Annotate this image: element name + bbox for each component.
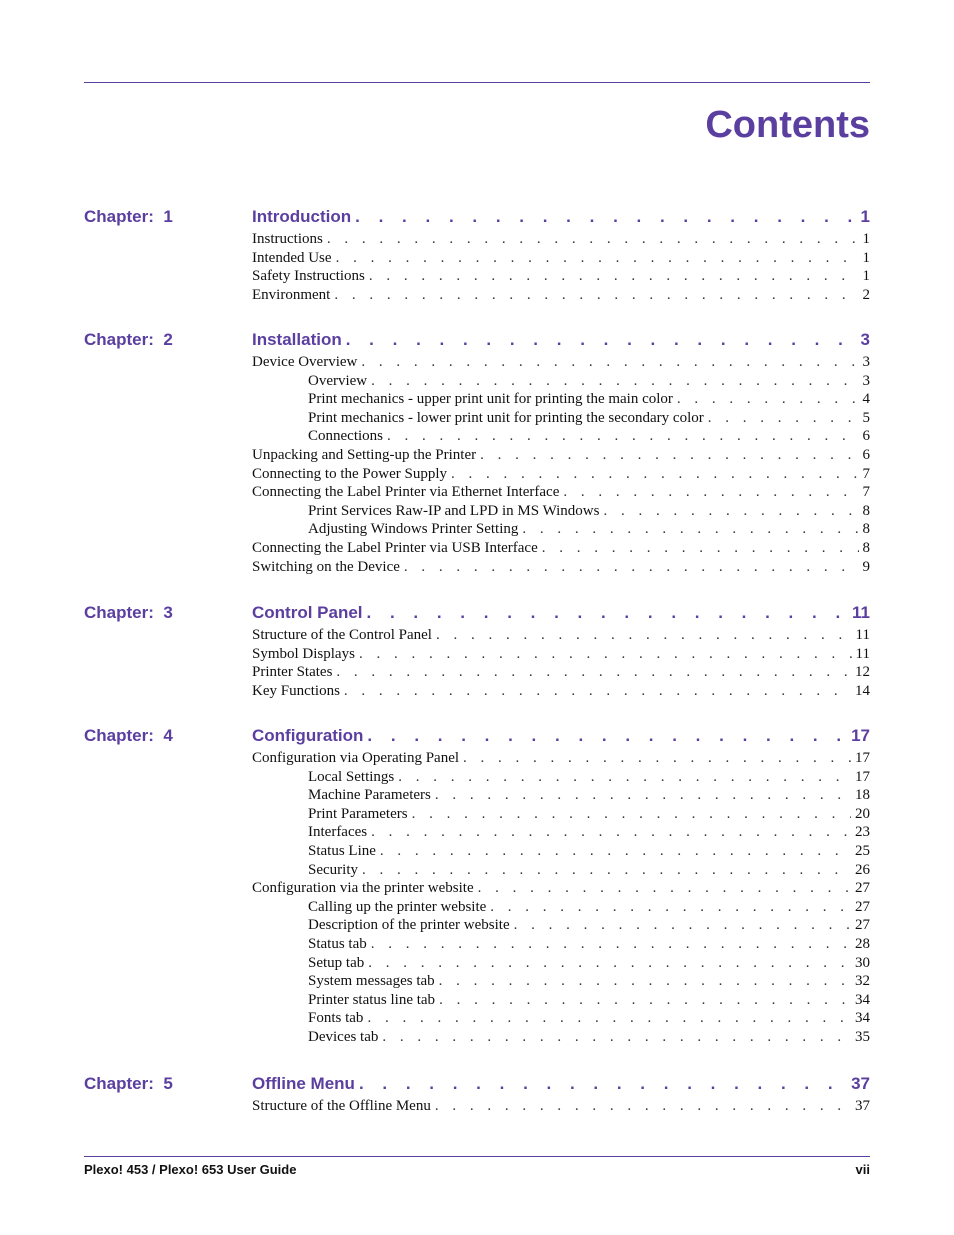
dot-leader — [368, 954, 851, 973]
entry-page-number: 9 — [862, 558, 870, 575]
chapter-label: Chapter: 2 — [84, 330, 173, 349]
chapter-page-number: 1 — [860, 207, 870, 226]
entry-page-number: 26 — [855, 861, 870, 878]
entry-page-number: 17 — [855, 768, 870, 785]
entry-page-number: 34 — [855, 1010, 870, 1027]
entry-title: Status tab — [308, 935, 367, 952]
entry-title: Overview — [308, 372, 368, 389]
entry-page-number: 18 — [855, 787, 870, 804]
entry-title: Adjusting Windows Printer Setting — [308, 521, 519, 538]
dot-leader — [380, 842, 851, 861]
entry-title: Connections — [308, 428, 383, 445]
toc-subsection-link[interactable] — [252, 409, 870, 428]
chapter-entries — [252, 1073, 870, 1116]
dot-leader — [327, 230, 859, 249]
toc-subsection-link[interactable] — [252, 427, 870, 446]
toc-subsection-link[interactable] — [252, 786, 870, 805]
toc-subsection-link[interactable] — [252, 842, 870, 861]
entry-title: Environment — [252, 286, 331, 303]
dot-leader — [359, 1073, 847, 1095]
toc-section-link[interactable] — [252, 682, 870, 701]
toc-section-link[interactable] — [252, 626, 870, 645]
entry-title: Calling up the printer website — [308, 898, 487, 915]
entry-title: Configuration via the printer website — [252, 880, 474, 897]
chapter-entries — [252, 602, 870, 700]
dot-leader — [371, 823, 851, 842]
entry-title: Print mechanics - lower print unit for printing the secondary color — [308, 409, 704, 426]
dot-leader — [514, 916, 851, 935]
entry-title: Configuration via Operating Panel — [252, 750, 460, 766]
entry-title: Structure of the Offline Menu — [252, 1098, 431, 1114]
entry-title: Structure of the Control Panel — [252, 627, 432, 643]
entry-title: Unpacking and Setting-up the Printer — [252, 446, 477, 463]
chapter-title: Installation — [252, 330, 342, 349]
dot-leader — [355, 206, 856, 228]
entry-title: Interfaces — [308, 824, 368, 841]
entry-title: Safety Instructions — [252, 268, 365, 285]
entry-page-number: 1 — [862, 268, 870, 285]
entry-page-number: 1 — [862, 231, 870, 247]
entry-page-number: 3 — [862, 354, 870, 370]
dot-leader — [371, 935, 851, 954]
entry-page-number: 23 — [855, 824, 870, 841]
top-rule — [84, 82, 870, 83]
dot-leader — [439, 991, 851, 1010]
entry-page-number: 37 — [855, 1098, 870, 1114]
chapter-page-number: 37 — [851, 1074, 870, 1093]
entry-title: Connecting to the Power Supply — [252, 465, 447, 482]
toc-section-link[interactable] — [252, 286, 870, 305]
entry-page-number: 28 — [855, 935, 870, 952]
entry-title: Symbol Displays — [252, 645, 355, 662]
toc-subsection-link[interactable] — [252, 861, 870, 880]
dot-leader — [490, 898, 851, 917]
entry-title: Local Settings — [308, 768, 395, 785]
dot-leader — [344, 682, 851, 701]
footer-page-number: vii — [855, 1162, 870, 1177]
toc-subsection-link[interactable] — [252, 935, 870, 954]
entry-page-number: 8 — [862, 521, 870, 538]
toc-subsection-link[interactable] — [252, 898, 870, 917]
entry-page-number: 1 — [862, 249, 870, 266]
entry-title: Security — [308, 861, 358, 878]
dot-leader — [522, 520, 858, 539]
entry-page-number: 34 — [855, 991, 870, 1008]
entry-page-number: 7 — [862, 465, 870, 482]
dot-leader — [480, 446, 858, 465]
chapter-page-number: 11 — [852, 603, 870, 622]
entry-title: Switching on the Device — [252, 558, 400, 575]
toc-section-link[interactable] — [252, 230, 870, 249]
entry-page-number: 32 — [855, 973, 870, 990]
entry-title: Instructions — [252, 231, 323, 247]
toc-subsection-link[interactable] — [252, 390, 870, 409]
page-title: Contents — [705, 104, 870, 146]
entry-title: Intended Use — [252, 249, 332, 266]
entry-title: Key Functions — [252, 682, 340, 699]
entry-page-number: 27 — [855, 880, 870, 897]
dot-leader — [334, 286, 858, 305]
dot-leader — [398, 768, 851, 787]
toc-section-link[interactable] — [252, 1097, 870, 1116]
toc-subsection-link[interactable] — [252, 991, 870, 1010]
entry-page-number: 4 — [862, 391, 870, 408]
dot-leader — [369, 267, 859, 286]
toc-subsection-link[interactable] — [252, 823, 870, 842]
entry-page-number: 6 — [862, 428, 870, 445]
entry-title: Fonts tab — [308, 1010, 364, 1027]
dot-leader — [435, 786, 851, 805]
toc-section-link[interactable] — [252, 483, 870, 502]
bottom-rule — [84, 1156, 870, 1157]
dot-leader — [439, 972, 851, 991]
toc-subsection-link[interactable] — [252, 502, 870, 521]
toc-section-link[interactable] — [252, 446, 870, 465]
chapter-title: Control Panel — [252, 603, 363, 622]
chapter-entries — [252, 206, 870, 304]
entry-title: Device Overview — [252, 354, 358, 370]
chapter-heading-link[interactable] — [252, 725, 870, 749]
toc-section-link[interactable] — [252, 465, 870, 484]
dot-leader — [346, 329, 857, 351]
entry-title: Print Parameters — [308, 805, 408, 822]
toc-subsection-link[interactable] — [252, 954, 870, 973]
entry-title: Devices tab — [308, 1028, 379, 1045]
toc-section-link[interactable] — [252, 558, 870, 577]
toc-subsection-link[interactable] — [252, 768, 870, 787]
dot-leader — [362, 861, 851, 880]
toc-subsection-link[interactable] — [252, 1028, 870, 1047]
entry-title: Print mechanics - upper print unit for printing the main color — [308, 391, 673, 408]
chapter-heading-link[interactable] — [252, 329, 870, 353]
entry-page-number: 17 — [855, 750, 870, 766]
chapter-label: Chapter: 1 — [84, 207, 173, 226]
entry-page-number: 27 — [855, 917, 870, 934]
toc-section-link[interactable] — [252, 645, 870, 664]
dot-leader — [478, 879, 851, 898]
toc-section-link[interactable] — [252, 749, 870, 768]
entry-page-number: 5 — [862, 409, 870, 426]
dot-leader — [463, 749, 851, 768]
dot-leader — [367, 1009, 851, 1028]
toc-subsection-link[interactable] — [252, 372, 870, 391]
toc-section-link[interactable] — [252, 353, 870, 372]
chapter-page-number: 17 — [851, 726, 870, 745]
chapter-page-number: 3 — [860, 330, 870, 349]
entry-title: Printer States — [252, 664, 333, 681]
entry-title: Connecting the Label Printer via Ethernet Interface — [252, 484, 560, 501]
dot-leader — [336, 663, 851, 682]
chapter-label: Chapter: 3 — [84, 603, 173, 622]
entry-title: Setup tab — [308, 954, 365, 971]
entry-page-number: 30 — [855, 954, 870, 971]
dot-leader — [451, 465, 859, 484]
entry-page-number: 25 — [855, 842, 870, 859]
dot-leader — [404, 558, 859, 577]
entry-page-number: 8 — [862, 502, 870, 519]
entry-page-number: 3 — [862, 372, 870, 389]
toc-section-link[interactable] — [252, 539, 870, 558]
entry-title: Print Services Raw-IP and LPD in MS Windows — [308, 502, 600, 519]
dot-leader — [367, 725, 847, 747]
dot-leader — [542, 539, 859, 558]
chapter-heading-link[interactable] — [252, 206, 870, 230]
chapter-title: Offline Menu — [252, 1074, 355, 1093]
dot-leader — [708, 409, 859, 428]
entry-page-number: 14 — [855, 682, 870, 699]
entry-page-number: 12 — [855, 664, 870, 681]
toc-subsection-link[interactable] — [252, 972, 870, 991]
dot-leader — [367, 602, 849, 624]
chapter-heading-link[interactable] — [252, 602, 870, 626]
chapter-heading-link[interactable] — [252, 1073, 870, 1097]
entry-page-number: 8 — [862, 539, 870, 556]
toc-section-link[interactable] — [252, 267, 870, 286]
entry-page-number: 27 — [855, 898, 870, 915]
entry-page-number: 7 — [862, 484, 870, 501]
chapter-entries — [252, 725, 870, 1047]
dot-leader — [412, 805, 851, 824]
entry-page-number: 20 — [855, 805, 870, 822]
dot-leader — [435, 1097, 851, 1116]
footer-document-title: Plexo! 453 / Plexo! 653 User Guide — [84, 1162, 297, 1177]
toc-subsection-link[interactable] — [252, 520, 870, 539]
toc-subsection-link[interactable] — [252, 916, 870, 935]
toc-section-link[interactable] — [252, 663, 870, 682]
entry-title: Description of the printer website — [308, 917, 510, 934]
dot-leader — [361, 353, 858, 372]
chapter-title: Introduction — [252, 207, 352, 226]
toc-subsection-link[interactable] — [252, 1009, 870, 1028]
entry-page-number: 11 — [855, 627, 870, 643]
entry-title: Connecting the Label Printer via USB Interface — [252, 539, 538, 556]
toc-section-link[interactable] — [252, 879, 870, 898]
entry-page-number: 11 — [855, 645, 870, 662]
dot-leader — [359, 645, 852, 664]
dot-leader — [336, 249, 859, 268]
dot-leader — [603, 502, 858, 521]
chapter-label: Chapter: 5 — [84, 1074, 173, 1093]
entry-page-number: 2 — [862, 286, 870, 303]
entry-title: Status Line — [308, 842, 376, 859]
chapter-entries — [252, 329, 870, 576]
dot-leader — [563, 483, 858, 502]
entry-page-number: 6 — [862, 446, 870, 463]
dot-leader — [677, 390, 859, 409]
entry-title: System messages tab — [308, 973, 435, 990]
entry-page-number: 35 — [855, 1028, 870, 1045]
toc-subsection-link[interactable] — [252, 805, 870, 824]
dot-leader — [436, 626, 852, 645]
toc-section-link[interactable] — [252, 249, 870, 268]
chapter-title: Configuration — [252, 726, 364, 745]
entry-title: Machine Parameters — [308, 787, 431, 804]
chapter-label: Chapter: 4 — [84, 726, 173, 745]
dot-leader — [387, 427, 859, 446]
dot-leader — [382, 1028, 851, 1047]
entry-title: Printer status line tab — [308, 991, 436, 1008]
dot-leader — [371, 372, 858, 391]
